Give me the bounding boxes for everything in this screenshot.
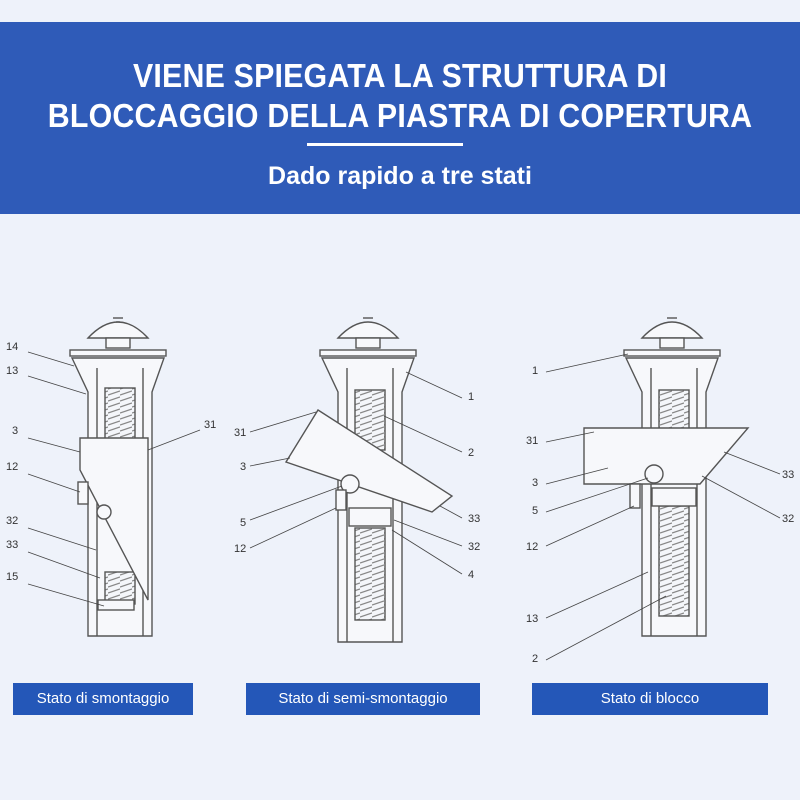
semi-disassembly-state-drawing: [286, 318, 452, 642]
callout: 33: [6, 539, 19, 551]
callout: 13: [526, 613, 539, 625]
callout: 31: [234, 427, 247, 439]
callout: 5: [532, 505, 539, 517]
callout: 32: [782, 513, 795, 525]
callout: 31: [526, 435, 539, 447]
callout: 5: [240, 517, 247, 529]
callout: 1: [468, 391, 475, 403]
callout: 4: [468, 569, 475, 581]
callout: 14: [6, 341, 19, 353]
callout: 32: [468, 541, 481, 553]
callout: 32: [6, 515, 19, 527]
callout: 33: [468, 513, 481, 525]
page-title: [32, 56, 768, 136]
callout: 31: [204, 419, 217, 431]
callout: 12: [6, 461, 19, 473]
fastener-diagram: [0, 220, 800, 680]
callout: 3: [240, 461, 247, 473]
title-line-2: BLOCCAGGIO DELLA PIASTRA DI COPERTURA: [47, 97, 753, 134]
callout: 12: [234, 543, 247, 555]
callout: 12: [526, 541, 539, 553]
page-subtitle: Dado rapido a tre stati: [268, 162, 532, 190]
state-label-locked: Stato di blocco: [532, 683, 768, 715]
callout: 3: [532, 477, 539, 489]
callout: 13: [6, 365, 19, 377]
callout: 1: [532, 365, 539, 377]
callout: 2: [468, 447, 475, 459]
callout: 2: [532, 653, 539, 665]
callout: 15: [6, 571, 19, 583]
locked-state-drawing: [584, 318, 748, 636]
callout: 3: [12, 425, 19, 437]
title-line-1: VIENE SPIEGATA LA STRUTTURA DI: [132, 57, 668, 94]
disassembly-state-drawing: [70, 318, 166, 636]
title-divider: [307, 143, 463, 146]
callout: 33: [782, 469, 795, 481]
state-label-semi-disassembly: Stato di semi-smontaggio: [246, 683, 480, 715]
state-label-disassembly: Stato di smontaggio: [13, 683, 193, 715]
